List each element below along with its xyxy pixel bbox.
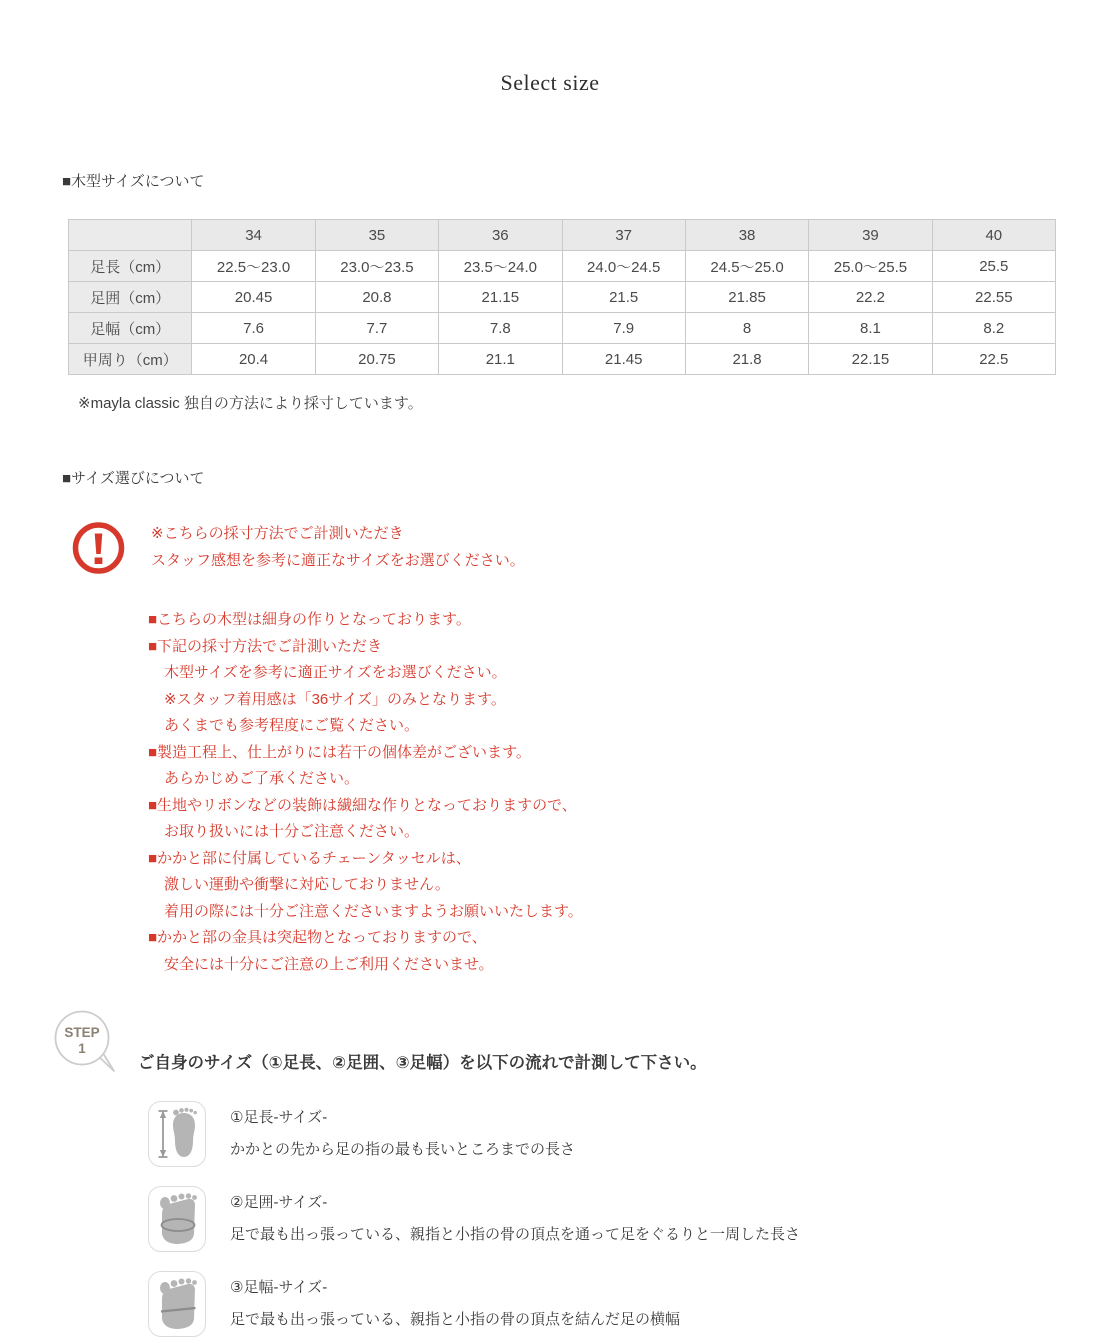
size-note-line: ※スタッフ着用感は「36サイズ」のみとなります。 [164,690,506,708]
measure-item-foot-girth [148,1186,1100,1252]
measure-item-description: 足で最も出っ張っている、親指と小指の骨の頂点を通って足をぐるりと一周した長さ [230,1226,801,1243]
step-1-row [50,1010,1100,1079]
size-table-row [69,344,1056,375]
size-table-cell: 21.8 [685,344,808,375]
size-table-cell: 8.2 [932,313,1055,344]
size-table-cell: 8.1 [809,313,932,344]
measure-item-title: ②足囲-サイズ- [230,1194,328,1211]
size-table-cell: 22.15 [809,344,932,375]
size-table-cell: 7.7 [315,313,438,344]
size-table-cell: 21.1 [439,344,562,375]
size-note-line: ■かかと部の金具は突起物となっておりますので、 [148,929,487,946]
size-table-cell: 20.8 [315,282,438,313]
size-table-cell: 20.75 [315,344,438,375]
size-table-cell: 22.5～23.0 [192,251,315,282]
size-table-cell: 22.5 [932,344,1055,375]
step-badge-number: 1 [78,1041,86,1056]
size-table [68,219,1056,375]
size-table-row [69,282,1056,313]
size-table-cell: 24.0～24.5 [562,251,685,282]
step-badge-word: STEP [64,1025,100,1040]
size-table-cell: 21.5 [562,282,685,313]
measure-item-title: ③足幅-サイズ- [230,1279,328,1296]
size-table-row-label: 足囲（cm） [69,282,192,313]
size-notes-list [148,607,1100,978]
measure-item-title: ①足長-サイズ- [230,1109,328,1126]
size-table-cell: 21.85 [685,282,808,313]
measure-item-text [230,1271,680,1329]
size-table-column-header: 36 [439,220,562,251]
size-table-column-header: 38 [685,220,808,251]
size-table-row-label: 甲周り（cm） [69,344,192,375]
size-table-cell: 21.15 [439,282,562,313]
measure-item-description: 足で最も出っ張っている、親指と小指の骨の頂点を結んだ足の横幅 [230,1311,681,1328]
size-table-row [69,251,1056,282]
size-note-line: ■製造工程上、仕上がりには若干の個体差がございます。 [148,743,531,761]
size-note-line: お取り扱いには十分ご注意ください。 [164,823,420,840]
size-table-column-header: 39 [809,220,932,251]
size-table-cell: 25.0～25.5 [809,251,932,282]
size-table-cell: 23.0～23.5 [315,251,438,282]
size-table-cell: 20.4 [192,344,315,375]
size-table-column-header: 34 [192,220,315,251]
warning-line: ※こちらの採寸方法でご計測いただき [151,525,404,542]
step-instruction: ご自身のサイズ（①足長、②足囲、③足幅）を以下の流れで計測して下さい。 [138,1054,707,1072]
size-note-line: あくまでも参考程度にご覧ください。 [164,717,420,734]
page-title: Select size [500,70,600,95]
measure-items [148,1101,1100,1337]
warning-line: スタッフ感想を参考に適正なサイズをお選びください。 [151,552,525,569]
size-table-column-header: 35 [315,220,438,251]
last-size-heading: ■木型サイズについて [62,173,205,190]
size-note-line: ■下記の採寸方法でご計測いただき [148,637,383,655]
size-table-row [69,313,1056,344]
size-table-cell: 7.8 [439,313,562,344]
size-table-cell: 25.5 [932,251,1055,282]
size-table-cell: 22.55 [932,282,1055,313]
measure-item-description: かかとの先から足の指の最も長いところまでの長さ [230,1141,576,1158]
size-note-line: 着用の際には十分ご注意くださいますようお願いいたします。 [164,902,583,920]
size-note-line: ■かかと部に付属しているチェーンタッセルは、 [148,849,471,867]
foot-girth-icon [148,1186,206,1252]
foot-width-icon [148,1271,206,1337]
measure-item-text [230,1186,800,1244]
size-table-column-header: 40 [932,220,1055,251]
size-note-line: 激しい運動や衝撃に対応しておりません。 [164,876,450,893]
exclamation-circle-icon [70,519,127,582]
size-table-row-label: 足長（cm） [69,251,192,282]
size-note-line: ■生地やリボンなどの装飾は繊細な作りとなっておりますので、 [148,796,577,814]
measure-item-text [230,1101,575,1159]
size-table-cell: 8 [685,313,808,344]
size-note-line: 安全には十分にご注意の上ご利用くださいませ。 [164,955,494,973]
step-1-badge [50,1010,120,1079]
size-table-cell: 7.6 [192,313,315,344]
warning-block [70,518,1100,582]
measurement-method-note: ※mayla classic 独自の方法により採寸しています。 [78,395,423,412]
size-select-heading: ■サイズ選びについて [62,470,205,487]
size-table-cell: 20.45 [192,282,315,313]
size-note-line: 木型サイズを参考に適正サイズをお選びください。 [164,664,507,681]
size-table-corner-cell [69,220,192,251]
size-table-column-header: 37 [562,220,685,251]
size-table-cell: 23.5～24.0 [439,251,562,282]
size-note-line: あらかじめご了承ください。 [164,770,360,787]
warning-text [151,518,525,574]
size-table-cell: 21.45 [562,344,685,375]
measure-item-foot-width [148,1271,1100,1337]
measure-item-foot-length [148,1101,1100,1167]
size-note-line: ■こちらの木型は細身の作りとなっております。 [148,611,471,628]
size-table-cell: 24.5～25.0 [685,251,808,282]
size-table-cell: 7.9 [562,313,685,344]
foot-length-icon [148,1101,206,1167]
size-table-row-label: 足幅（cm） [69,313,192,344]
size-table-cell: 22.2 [809,282,932,313]
